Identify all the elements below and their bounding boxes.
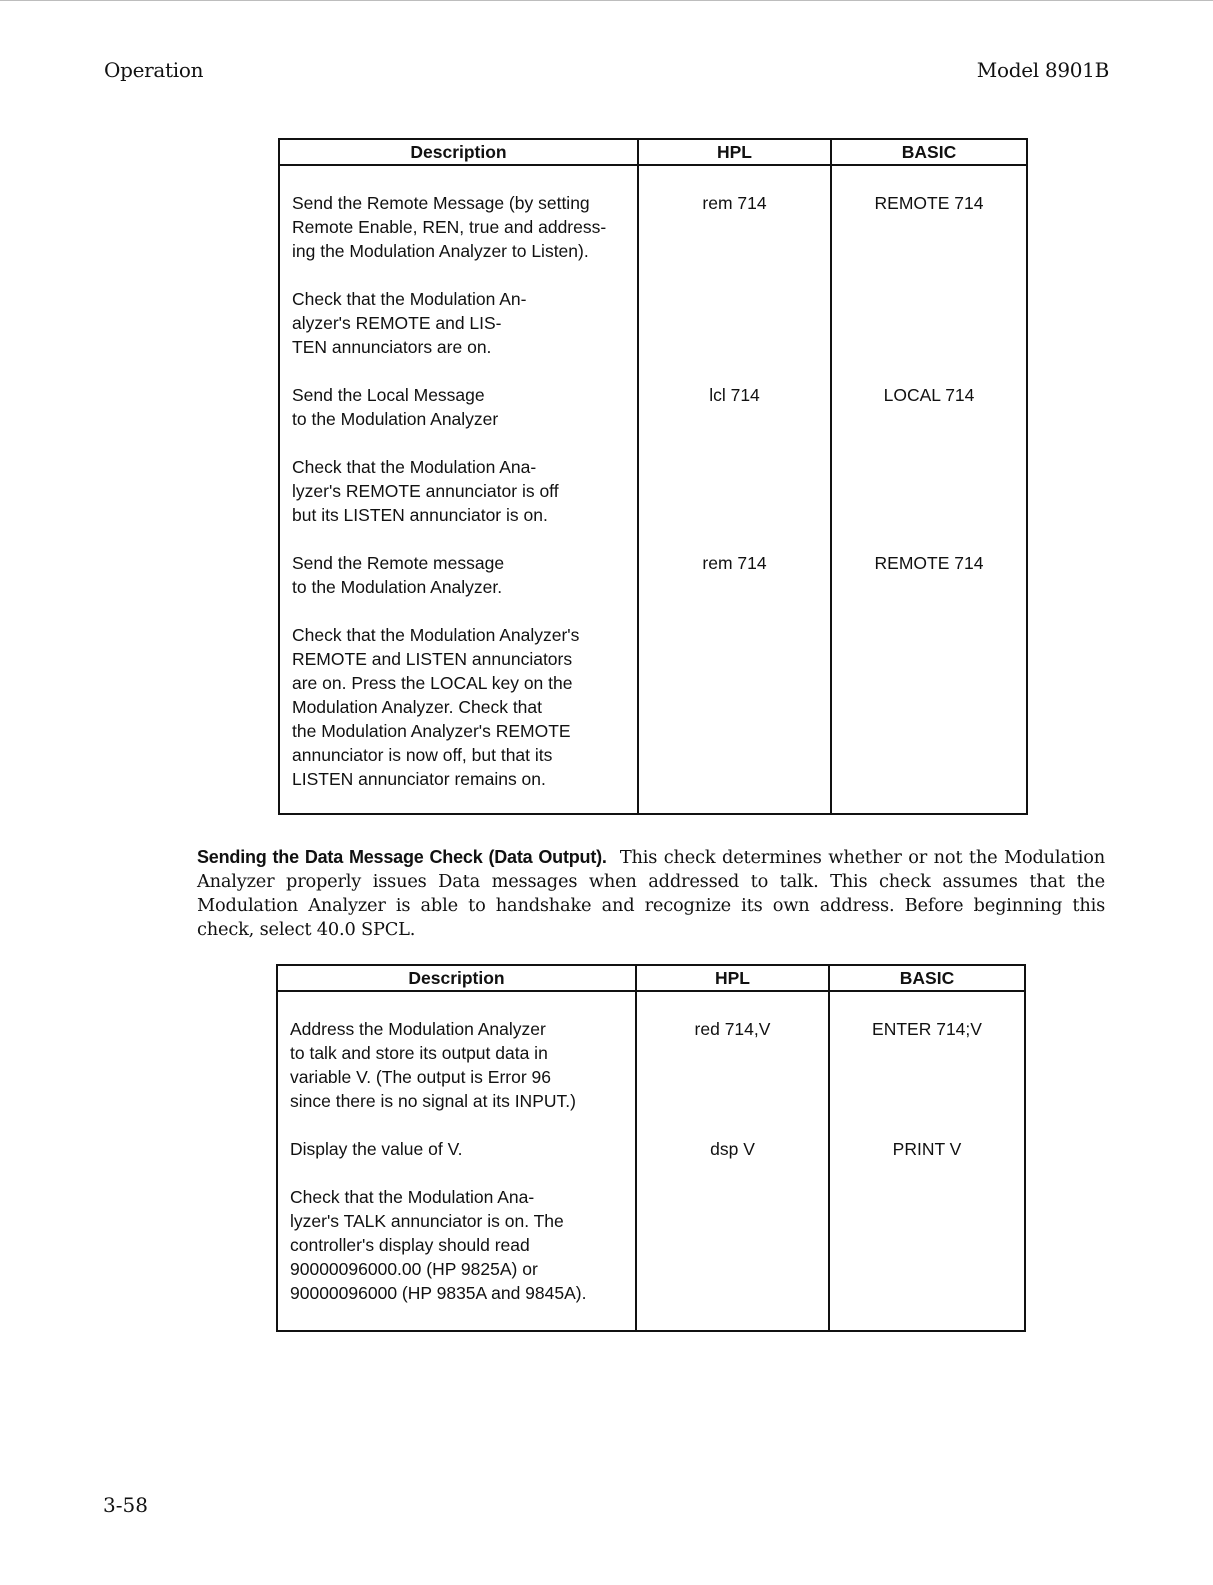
basic-command: REMOTE 714 <box>874 193 984 213</box>
column-header-description: Description <box>277 965 636 991</box>
table-cell-basic <box>831 263 1027 359</box>
table-row <box>279 527 1027 599</box>
table-cell-description <box>277 991 636 1113</box>
table-cell-hpl <box>638 431 831 527</box>
column-header-hpl: HPL <box>638 139 831 165</box>
step-description: Check that the Modulation Ana- lyzer's REMOTE annunciator is off but its LISTEN annunciator is on. <box>292 457 559 525</box>
table-cell-hpl <box>636 1161 829 1331</box>
column-header-basic: BASIC <box>829 965 1025 991</box>
step-description: Address the Modulation Analyzer to talk and store its output data in variable V. (The output is Error 96 since there is no signal at its INPUT.) <box>290 1019 576 1111</box>
table-cell-basic <box>831 599 1027 814</box>
step-description: Display the value of V. <box>290 1139 463 1159</box>
column-header-description: Description <box>279 139 638 165</box>
table-row <box>279 431 1027 527</box>
basic-command: REMOTE 714 <box>874 553 984 573</box>
hpl-command: lcl 714 <box>709 385 760 405</box>
basic-command: LOCAL 714 <box>883 385 975 405</box>
page-number: 3-58 <box>103 1493 148 1517</box>
table-cell-hpl <box>638 359 831 431</box>
table-row <box>277 991 1025 1113</box>
table-cell-hpl <box>638 527 831 599</box>
table-cell-description <box>279 527 638 599</box>
step-description: Send the Remote Message (by setting Remote Enable, REN, true and address- ing the Modulation Analyzer to Listen). <box>292 193 607 261</box>
table-row <box>277 1113 1025 1161</box>
section-run-in-heading: Sending the Data Message Check (Data Output). <box>197 847 607 867</box>
table-cell-hpl <box>638 263 831 359</box>
table-row <box>279 263 1027 359</box>
table-cell-basic <box>831 165 1027 263</box>
section-body-text: This check determines whether or not the Modulation Analyzer properly issues Data messages when addressed to talk. This check assumes that the Modulation Analyzer is able to handshake and recognize its own address. Before beginning this check, select 40.0 SPCL. <box>197 847 1106 940</box>
table-cell-description <box>277 1113 636 1161</box>
step-description: Check that the Modulation Analyzer's REMOTE and LISTEN annunciators are on. Press the LOCAL key on the Modulation Analyzer. Check that the Modulation Analyzer's REMOTE annunciator is now off, but that its LISTEN annunciator remains on. <box>292 625 580 789</box>
table-cell-description <box>279 359 638 431</box>
hpl-command: rem 714 <box>702 193 767 213</box>
hpl-command: red 714,V <box>694 1019 771 1039</box>
hpl-command: dsp V <box>710 1139 755 1159</box>
table-row <box>279 599 1027 814</box>
step-description: Check that the Modulation Ana- lyzer's TALK annunciator is on. The controller's display should read 90000096000.00 (HP 9825A) or 90000096000 (HP 9835A and 9845A). <box>290 1187 587 1303</box>
table-cell-description <box>279 165 638 263</box>
running-header-model: Model 8901B <box>976 58 1109 82</box>
hpl-command: rem 714 <box>702 553 767 573</box>
table-cell-description <box>279 431 638 527</box>
table-header-row <box>277 965 1025 991</box>
table-cell-description <box>279 599 638 814</box>
basic-command: ENTER 714;V <box>872 1019 982 1039</box>
table-cell-description <box>279 263 638 359</box>
table-row <box>279 359 1027 431</box>
step-description: Check that the Modulation An- alyzer's REMOTE and LIS- TEN annunciators are on. <box>292 289 527 357</box>
table-cell-description <box>277 1161 636 1331</box>
table-cell-basic <box>829 1161 1025 1331</box>
running-header-section: Operation <box>104 58 204 82</box>
table-header-row <box>279 139 1027 165</box>
table-cell-basic <box>829 1113 1025 1161</box>
column-header-basic: BASIC <box>831 139 1027 165</box>
table-cell-hpl <box>638 165 831 263</box>
table-cell-basic <box>831 431 1027 527</box>
table-cell-basic <box>829 991 1025 1113</box>
table-row <box>279 165 1027 263</box>
step-description: Send the Local Message to the Modulation Analyzer <box>292 385 499 429</box>
table-cell-hpl <box>636 991 829 1113</box>
top-rule <box>0 0 1213 1</box>
step-description: Send the Remote message to the Modulation Analyzer. <box>292 553 505 597</box>
table-cell-basic <box>831 527 1027 599</box>
data-message-check-paragraph <box>197 845 1105 942</box>
remote-local-check-table <box>278 138 1028 815</box>
table-row <box>277 1161 1025 1331</box>
data-output-check-table <box>276 964 1026 1332</box>
basic-command: PRINT V <box>892 1139 962 1159</box>
column-header-hpl: HPL <box>636 965 829 991</box>
table-cell-hpl <box>638 599 831 814</box>
table-cell-basic <box>831 359 1027 431</box>
table-cell-hpl <box>636 1113 829 1161</box>
